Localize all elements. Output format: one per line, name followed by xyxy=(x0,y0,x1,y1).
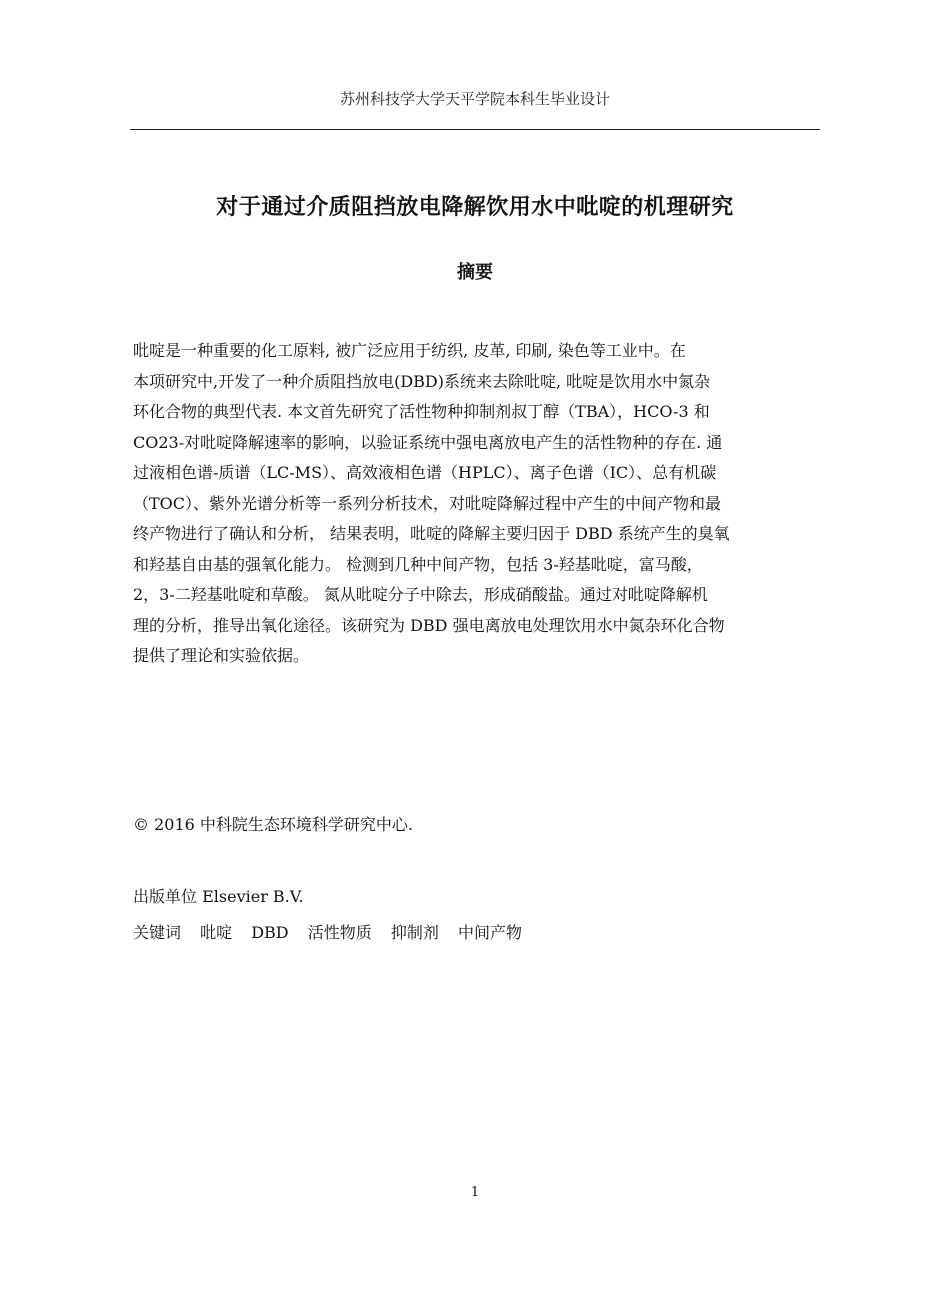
abstract-line: 过液相色谱-质谱（LC-MS）、高效液相色谱（HPLC）、离子色谱（IC）、总有机碳 xyxy=(133,463,717,482)
abstract-line: 吡啶是一种重要的化工原料, 被广泛应用于纺织, 皮革, 印刷, 染色等工业中。在 xyxy=(133,341,686,360)
abstract-heading: 摘要 xyxy=(457,262,493,283)
abstract-body xyxy=(133,336,815,672)
keywords-line xyxy=(133,920,536,943)
keyword-item: 中间产物 xyxy=(457,923,522,942)
abstract-line: 理的分析，推导出氧化途径。该研究为 DBD 强电离放电处理饮用水中氮杂环化合物 xyxy=(133,615,725,635)
abstract-line: 终产物进行了确认和分析， 结果表明，吡啶的降解主要归因于 DBD 系统产生的臭氧 xyxy=(133,524,730,543)
copyright-notice: © 2016 中科院生态环境科学研究中心. xyxy=(133,815,413,834)
publisher-line: 出版单位 Elsevier B.V. xyxy=(133,887,304,906)
abstract-line: 2，3-二羟基吡啶和草酸。 氮从吡啶分子中除去，形成硝酸盐。通过对吡啶降解机 xyxy=(133,585,708,604)
abstract-line: （TOC）、紫外光谱分析等一系列分析技术，对吡啶降解过程中产生的中间产物和最 xyxy=(133,493,722,513)
abstract-line: 提供了理论和实验依据。 xyxy=(133,646,310,665)
abstract-line: 和羟基自由基的强氧化能力。 检测到几种中间产物，包括 3-羟基吡啶，富马酸， xyxy=(133,554,703,574)
paper-title: 对于通过介质阻挡放电降解饮用水中吡啶的机理研究 xyxy=(216,195,734,220)
keyword-item: DBD xyxy=(251,923,289,942)
header-rule xyxy=(130,129,820,130)
keywords-label: 关键词 xyxy=(133,923,182,942)
abstract-line: 环化合物的典型代表. 本文首先研究了活性物种抑制剂叔丁醇（TBA），HCO-3 和 xyxy=(133,402,710,421)
keyword-item: 吡啶 xyxy=(200,923,233,942)
keyword-item: 活性物质 xyxy=(307,923,372,942)
page-number: 1 xyxy=(470,1185,480,1200)
abstract-line: 本项研究中,开发了一种介质阻挡放电(DBD)系统来去除吡啶, 吡啶是饮用水中氮杂 xyxy=(133,371,711,391)
keyword-item: 抑制剂 xyxy=(390,923,439,942)
abstract-line: CO23-对吡啶降解速率的影响，以验证系统中强电离放电产生的活性物种的存在. 通 xyxy=(133,432,723,452)
running-header: 苏州科技学大学天平学院本科生毕业设计 xyxy=(339,90,610,108)
